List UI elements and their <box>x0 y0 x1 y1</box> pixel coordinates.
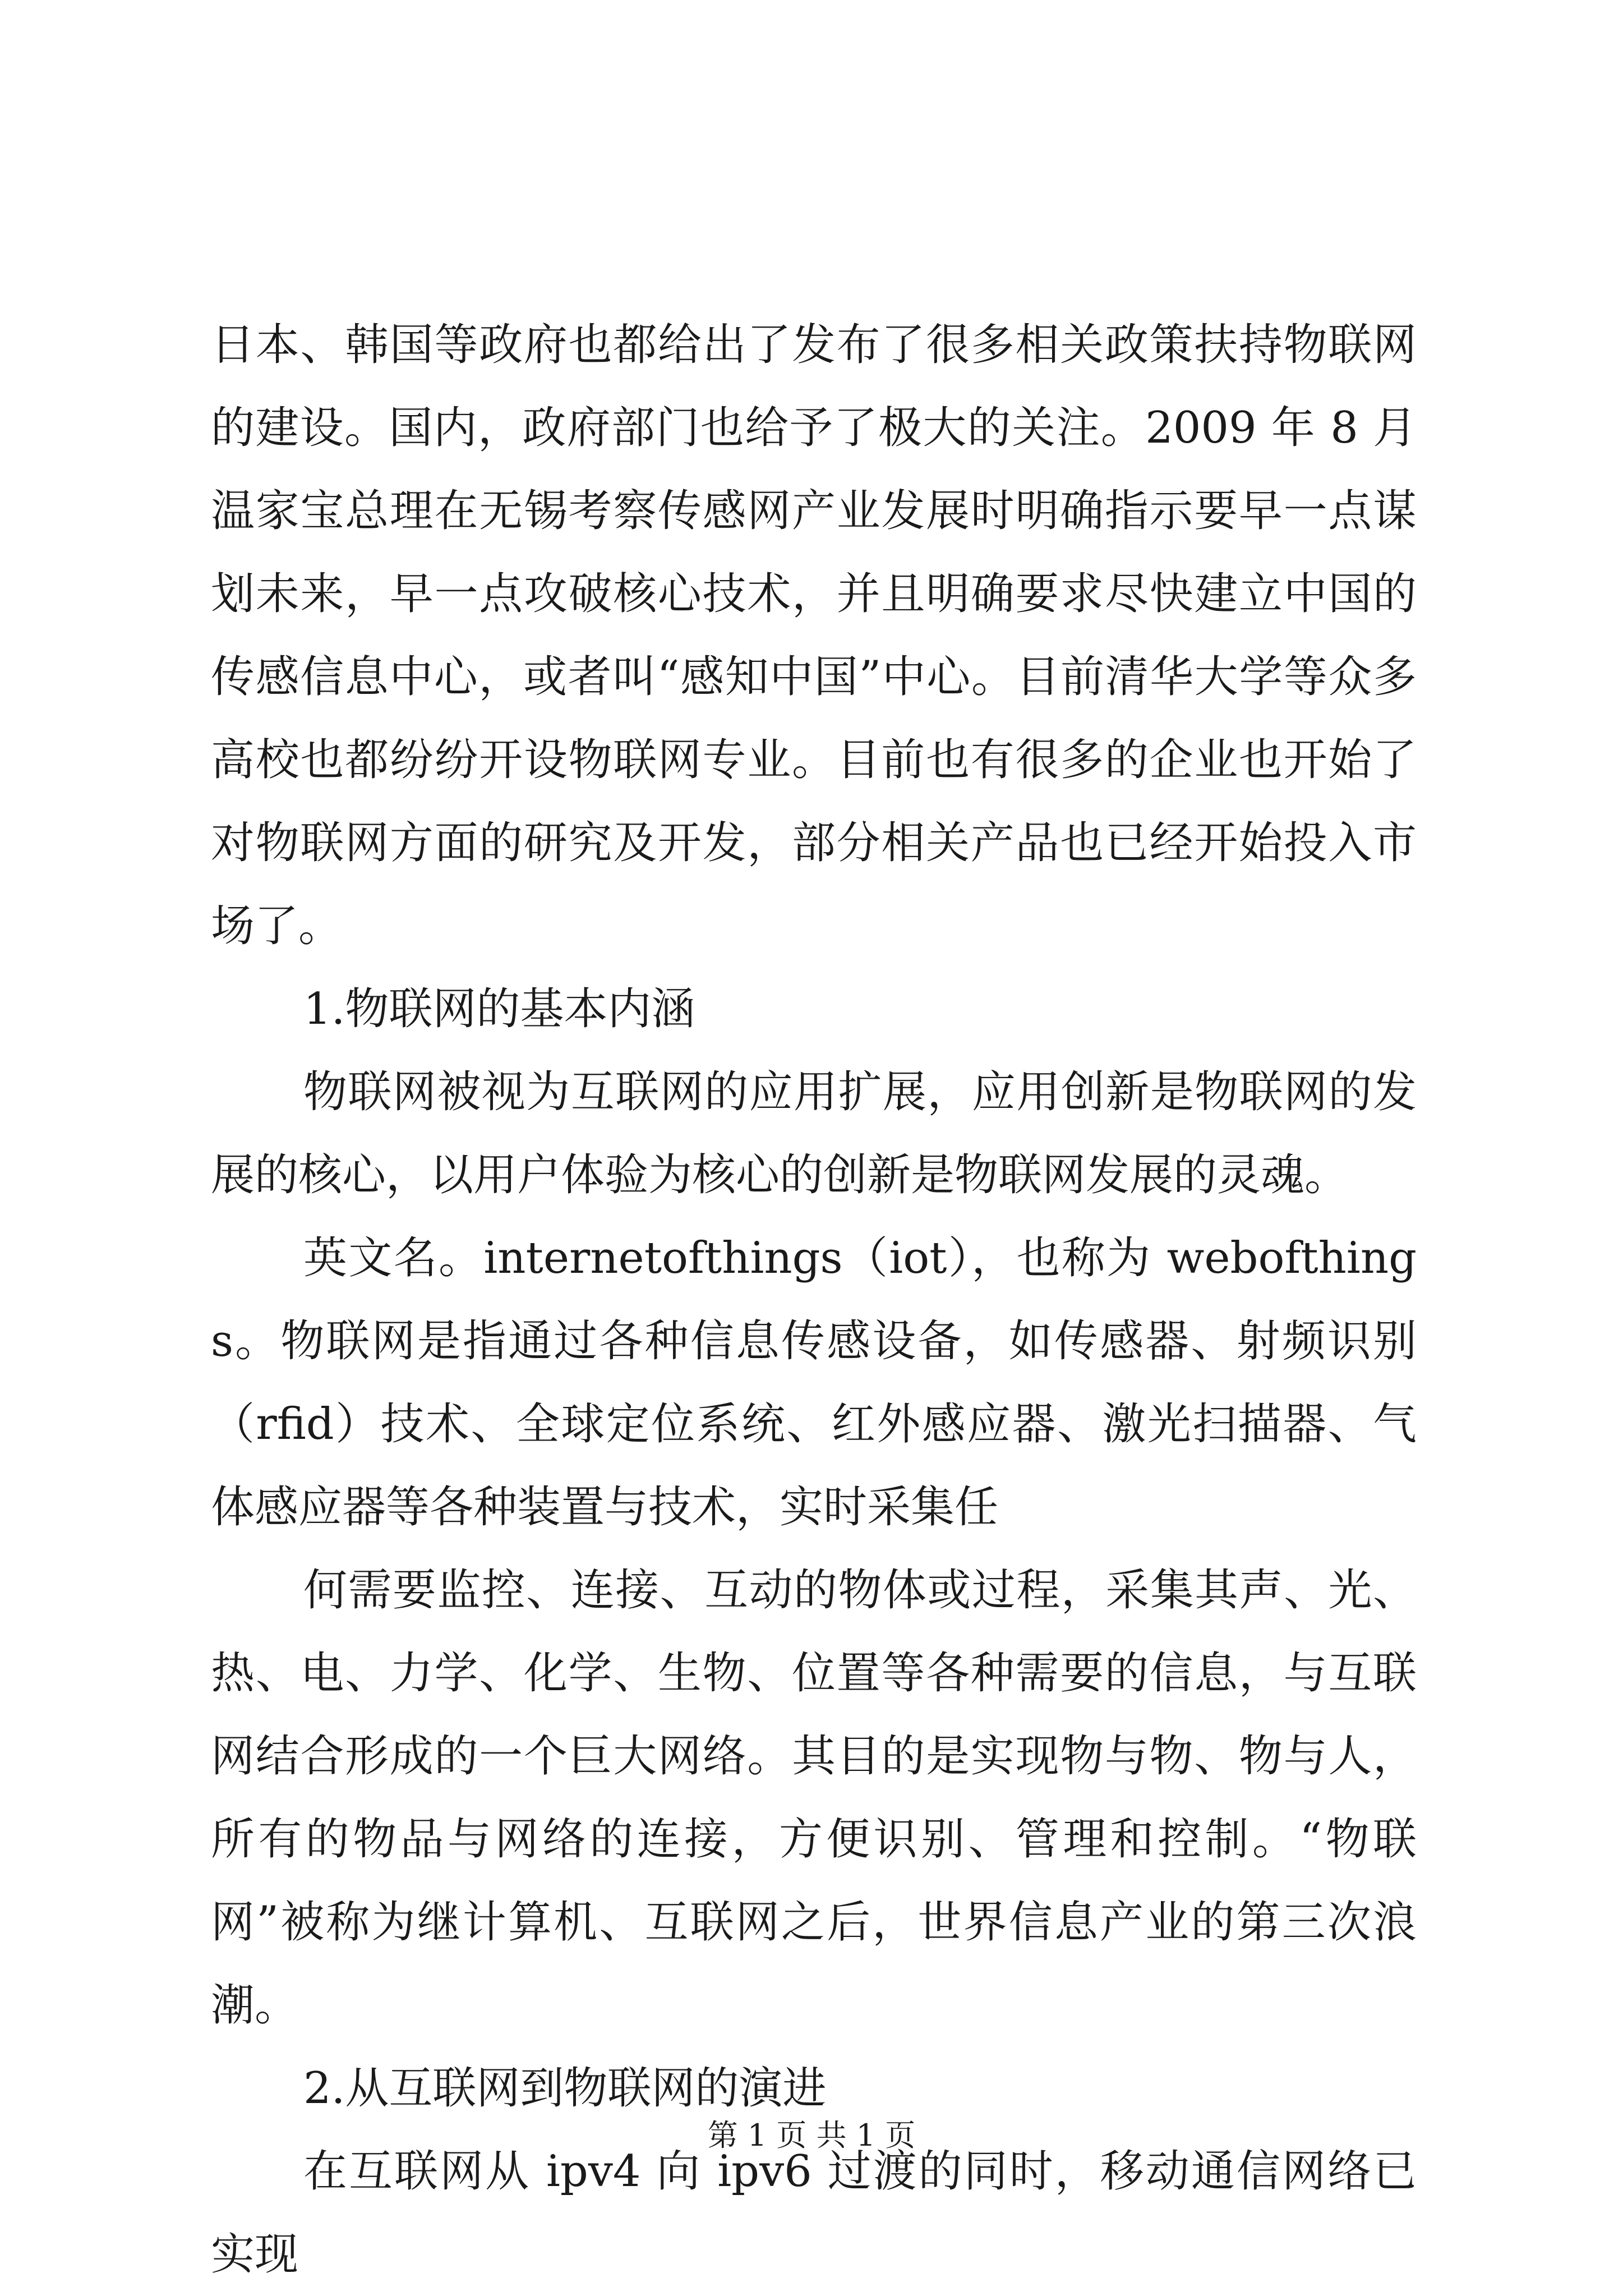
paragraph-1: 日本、韩国等政府也都给出了发布了很多相关政策扶持物联网的建设。国内，政府部门也给予了极大的关注。2009 年 8 月温家宝总理在无锡考察传感网产业发展时明确指示要早一点谋划未来，早一点攻破核心技术，并且明确要求尽快建立中国的传感信息中心，或者叫“感知中国”中心。目前清华大学等众多高校也都纷纷开设物联网专业。目前也有很多的企业也开始了对物联网方面的研究及开发，部分相关产品也已经开始投入市场了。 <box>211 320 1417 951</box>
page-footer: 第 1 页 共 1 页 <box>707 2118 916 2153</box>
paragraph-7: 在互联网从 ipv4 向 ipv6 过渡的同时，移动通信网络已实现 <box>211 2146 1417 2280</box>
paragraph-4: 英文名。internetofthings（iot），也称为 webofthings。物联网是指通过各种信息传感设备，如传感器、射频识别（rfid）技术、全球定位系统、红外感应器、激光扫描器、气体感应器等各种装置与技术，实时采集任 <box>211 1233 1417 1533</box>
paragraph-3: 物联网被视为互联网的应用扩展，应用创新是物联网的发展的核心，以用户体验为核心的创新是物联网发展的灵魂。 <box>211 1067 1417 1200</box>
paragraph-5: 何需要监控、连接、互动的物体或过程，采集其声、光、热、电、力学、化学、生物、位置等各种需要的信息，与互联网结合形成的一个巨大网络。其目的是实现物与物、物与人，所有的物品与网络的连接，方便识别、管理和控制。“物联网”被称为继计算机、互联网之后，世界信息产业的第三次浪潮。 <box>211 1565 1417 2031</box>
heading-evolution: 2.从互联网到物联网的演进 <box>303 2063 827 2114</box>
heading-basic-connotation: 1.物联网的基本内涵 <box>303 984 695 1034</box>
document-body <box>211 303 1417 2296</box>
